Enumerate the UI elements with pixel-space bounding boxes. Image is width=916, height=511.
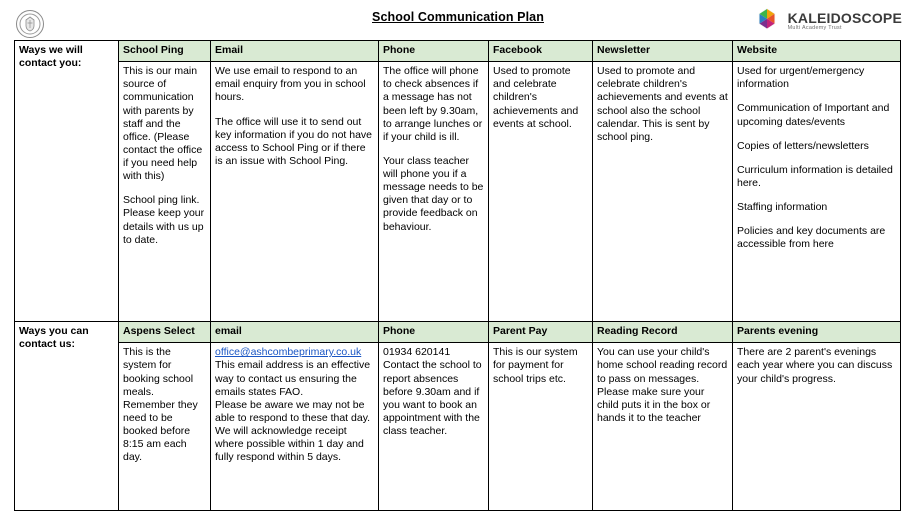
cell-paragraph: There are 2 parent's evenings each year where you can discuss your child's progress.	[737, 346, 893, 385]
cell-paragraph: Curriculum information is detailed here.	[737, 163, 893, 189]
col-header-parent-pay: Parent Pay	[489, 322, 593, 343]
cell-facebook	[489, 62, 593, 322]
brand-name: KALEIDOSCOPE	[787, 9, 902, 26]
table-row	[15, 62, 901, 322]
cell-website	[733, 62, 901, 322]
col-header-school-ping: School Ping	[119, 41, 211, 62]
cell-paragraph: The office will use it to send out key information if you do not have access to School Ping or if there is an issue with School Ping.	[215, 115, 373, 167]
cell-paragraph: Used to promote and celebrate children's achievements and events at school.	[493, 65, 579, 130]
col-header-newsletter: Newsletter	[593, 41, 733, 62]
col-header-email-lower: email	[211, 322, 379, 343]
cell-paragraph: The office will phone to check absences if a message has not been left by 9.30am, to arrange lunches or if your child is ill.	[383, 65, 483, 143]
col-header-phone: Phone	[379, 41, 489, 62]
cell-paragraph: Contact the school to report absences before 9.30am and if you want to book an appointment with the class teacher.	[383, 359, 482, 437]
brand-logo	[752, 6, 902, 36]
cell-phone-number	[379, 343, 489, 511]
col-header-aspens-select: Aspens Select	[119, 322, 211, 343]
document-header	[0, 0, 916, 40]
cell-newsletter	[593, 62, 733, 322]
brand-subtitle: Multi Academy Trust	[787, 24, 842, 31]
office-email-link[interactable]: office@ashcombeprimary.co.uk	[215, 346, 362, 359]
cell-phone	[379, 62, 489, 322]
cell-paragraph: This is our main source of communication with parents by staff and the office. (Please contact the office if you need help with this)	[123, 65, 203, 183]
cell-parents-evening	[733, 343, 901, 511]
col-header-parents-evening: Parents evening	[733, 322, 901, 343]
cell-paragraph: We use email to respond to an email enquiry from you in school hours.	[215, 65, 366, 104]
col-header-reading-record: Reading Record	[593, 322, 733, 343]
cell-paragraph: You can use your child's home school reading record to pass on messages. Please make sure your child puts it in the box or hands it to the teacher	[597, 346, 728, 424]
col-header-website: Website	[733, 41, 901, 62]
cell-paragraph: This is our system for payment for school trips etc.	[493, 346, 578, 385]
row-label-contact-us: Ways you can contact us:	[15, 322, 119, 511]
cell-aspens-select	[119, 343, 211, 511]
table-header-row-bottom	[15, 322, 901, 343]
cell-paragraph: Copies of letters/newsletters	[737, 139, 869, 152]
table-header-row-top	[15, 41, 901, 62]
cell-school-ping	[119, 62, 211, 322]
page-title: School Communication Plan	[372, 10, 544, 24]
row-label-contact-you: Ways we will contact you:	[15, 41, 119, 322]
communication-plan-table	[14, 40, 901, 511]
col-header-phone-lower: Phone	[379, 322, 489, 343]
cell-parent-pay	[489, 343, 593, 511]
cell-paragraph: Communication of Important and upcoming dates/events	[737, 102, 890, 128]
cell-paragraph: Used for urgent/emergency information	[737, 65, 865, 91]
cell-paragraph: This is the system for booking school meals. Remember they need to be booked before 8:15 am each day.	[123, 346, 198, 464]
cell-email-address	[211, 343, 379, 511]
cell-paragraph: Please be aware we may not be able to respond to these that day. We will acknowledge receipt where possible within 1 day and fully respond within 5 days.	[215, 398, 371, 464]
cell-reading-record	[593, 343, 733, 511]
school-crest-icon	[16, 10, 44, 38]
cell-paragraph: Used to promote and celebrate children's achievements and events at school also the school calendar. This is sent by school ping.	[597, 65, 728, 143]
col-header-facebook: Facebook	[489, 41, 593, 62]
phone-number: 01934 620141	[383, 346, 451, 359]
col-header-email: Email	[211, 41, 379, 62]
cell-paragraph: Policies and key documents are accessible from here	[737, 225, 886, 251]
cell-paragraph: School ping link. Please keep your details with us up to date.	[123, 194, 205, 246]
cell-email	[211, 62, 379, 322]
brand-text	[788, 11, 902, 31]
kaleidoscope-logo-icon	[752, 6, 782, 36]
cell-paragraph: Your class teacher will phone you if a message needs to be given that day or to provide feedback on behaviour.	[383, 154, 484, 233]
table-row	[15, 343, 901, 511]
cell-paragraph: Staffing information	[737, 201, 828, 213]
cell-paragraph: This email address is an effective way to contact us ensuring the emails states FAO.	[215, 359, 371, 398]
